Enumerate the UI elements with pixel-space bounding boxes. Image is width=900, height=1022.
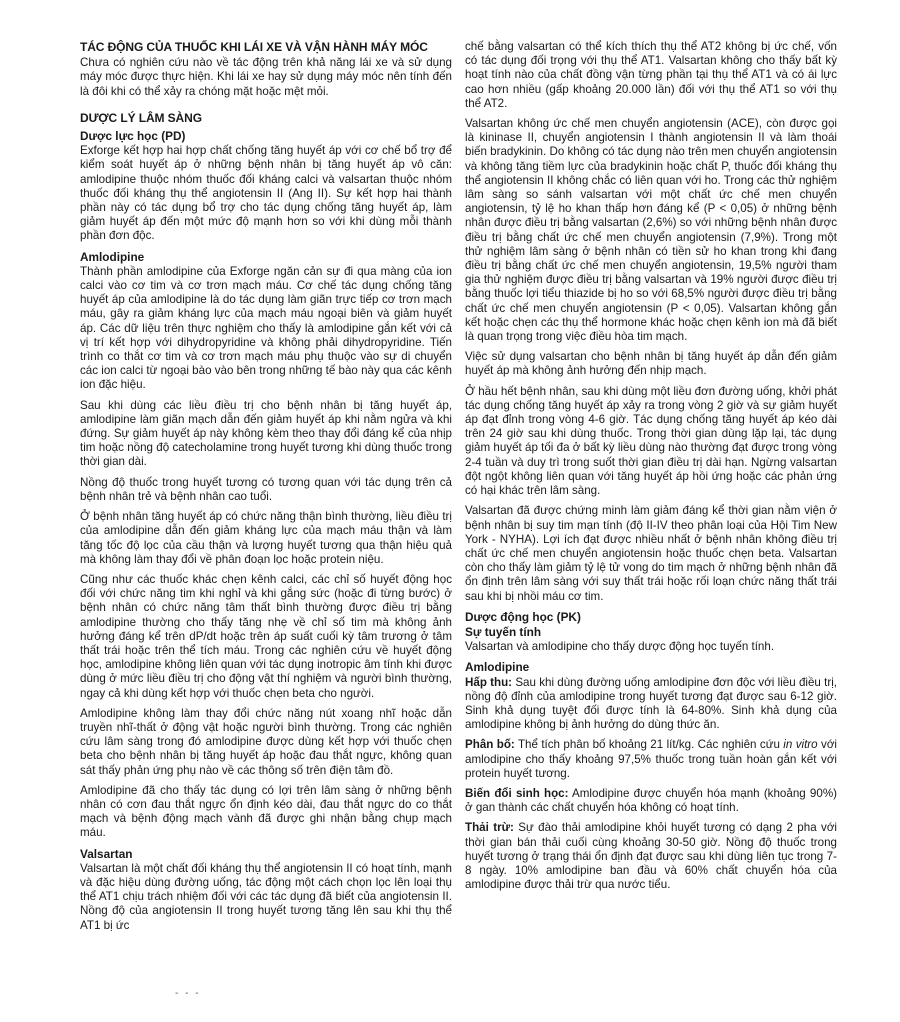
heading-amlodipine-pk: Amlodipine [465,660,530,675]
paragraph-amlodipine-1: Thành phần amlodipine của Exforge ngăn cản sự đi qua màng của ion calci vào cơ tim và cơ trơn mạch máu. Cơ chế tác dụng chống tăng huyết áp của amlodipine là do tác dụng làm giãn trực tiếp cơ trơn mạch máu, gây ra giảm kháng lực của mạch máu ngoại biên và giảm huyết áp. Các dữ liệu trên thực nghiệm cho thấy là amlodipine gắn kết với cả vị trí kết hợp với dihydropyridine và không phải dihydropyridine. Tiến trình co thắt cơ tim và cơ trơn mạch máu phụ thuộc vào sự di chuyển các ion calci từ ngoại bào vào bên trong những tế bào này qua các kênh ion đặc hiệu. [80,264,452,392]
heading-driving: TÁC ĐỘNG CỦA THUỐC KHI LÁI XE VÀ VẬN HÀNH MÁY MÓC [80,40,428,54]
text-distribution-2: với amlodipine cho thấy khoảng 97,5% thuốc trong tuần hoàn gắn kết với protein huyết tương. [465,738,837,780]
paragraph-valsartan-3: Valsartan không ức chế men chuyển angiotensin (ACE), còn được gọi là kininase II, chuyển angiotensin I thành angiotensin II và làm thoái biến bradykinin. Do không có tác dụng nào trên men chuyển angiotensin và không tăng tiềm lực của bradykinin hoặc chất P, thuốc đối kháng thụ thể angiotensin II không chắc có liên quan với ho. Trong các thử nghiệm lâm sàng so sánh valsartan với một chất ức chế men chuyển angiotensin, tỷ lệ ho khan thấp hơn đáng kể (P < 0,05) ở những bệnh nhân được điều trị bằng valsartan (2,6%) so với những bệnh nhân được điều trị bằng chất ức chế men chuyển angiotensin (7,9%). Trong một thử nghiệm lâm sàng ở bệnh nhân có tiền sử ho khan trong khi đang điều trị bằng chất ức chế men chuyển angiotensin, 19,5% người tham gia thử nghiệm được điều trị bằng valsartan và 19% người được điều trị bằng thuốc lợi tiểu thiazide bị ho so với 68,5% người được điều trị bằng chất ức chế men chuyển angiotensin (P < 0,05). Valsartan không gắn kết hoặc chẹn các thụ thể hormone khác hoặc chẹn kênh ion mà đã biết là quan trọng trong việc điều hòa tim mạch. [465,117,837,344]
paragraph-driving: Chưa có nghiên cứu nào về tác động trên khả năng lái xe và sử dụng máy móc được thực hiện. Khi lái xe hay sử dụng máy móc nên tính đến là đôi khi có thể xảy ra chóng mặt hoặc mệt mỏi. [80,56,452,98]
text-distribution-1: Thể tích phân bố khoảng 21 lít/kg. Các nghiên cứu [514,738,784,752]
label-elimination: Thải trừ: [465,821,514,835]
heading-pharmacodynamics: Dược lực học (PD) [80,129,186,144]
paragraph-amlodipine-3: Nồng độ thuốc trong huyết tương có tương quan với tác dụng trên cả bệnh nhân trẻ và bệnh nhân cao tuổi. [80,475,452,503]
paragraph-amlodipine-7: Amlodipine đã cho thấy tác dụng có lợi trên lâm sàng ở những bệnh nhân có cơn đau thắt ngực ổn định kéo dài, đau thắt ngực do co thắt mạch và bệnh động mạch vành đã được ghi nhận bằng chụp mạch máu. [80,783,452,840]
paragraph-distribution [465,738,837,781]
right-column [465,40,837,898]
paragraph-amlodipine-5: Cũng như các thuốc khác chẹn kênh calci, các chỉ số huyết động học đối với chức năng tim khi nghỉ và khi gắng sức (hoặc đi từng bước) ở bệnh nhân có chức năng tâm thất bình thường được điều trị bằng amlodipine thường cho thấy tăng nhẹ về chỉ số tim mà không ảnh hưởng đáng kể trên dP/dt hoặc trên áp suất cuối kỳ tâm trương ở tâm thất trái hoặc trên thể tích máu. Trong các nghiên cứu về huyết động học, amlodipine không liên quan với tác dụng inotropic âm tính khi được dùng ở mức liều điều trị cho động vật thí nghiệm và người bình thường, ngay cả khi dùng kết hợp với thuốc chẹn beta cho người. [80,572,452,700]
paragraph-linearity: Valsartan và amlodipine cho thấy dược động học tuyến tính. [465,640,775,654]
heading-amlodipine: Amlodipine [80,249,145,264]
text-in-vitro: in vitro [783,738,818,752]
label-distribution: Phân bố: [465,738,515,752]
left-column [80,40,452,939]
heading-clinical-pharmacology: DƯỢC LÝ LÂM SÀNG [80,110,202,125]
heading-pharmacokinetics: Dược động học (PK) [465,609,581,624]
paragraph-valsartan-4: Việc sử dụng valsartan cho bệnh nhân bị tăng huyết áp dẫn đến giảm huyết áp mà không ảnh hưởng đến nhịp mạch. [465,350,837,378]
text-elimination: Sự đào thải amlodipine khỏi huyết tương có dạng 2 pha với thời gian bán thải cuối cùng khoảng 30-50 giờ. Nồng độ thuốc trong huyết tương ở trạng thái ổn định đạt được sau khi dùng liên tục trong 7-8 ngày. 10% amlodipine ban đầu và 60% chất chuyển hóa của amlodipine được thải trừ qua nước tiểu. [465,821,838,892]
label-absorption: Hấp thu: [465,675,513,689]
paragraph-valsartan-1: Valsartan là một chất đối kháng thụ thể angiotensin II có hoạt tính, mạnh và đặc hiệu dùng đường uống, tác động một cách chọn lọc lên loại thụ thể AT1 chịu trách nhiệm đối với các tác dụng đã biết của angiotensin II. Nồng độ của angiotensin II trong huyết tương tăng lên sau khi thụ thể AT1 bị ức [80,861,452,932]
paragraph-valsartan-6: Valsartan đã được chứng minh làm giảm đáng kể thời gian nằm viện ở bệnh nhân bị suy tim mạn tính (độ II-IV theo phân loại của Hội Tim New York - NYHA). Lợi ích đạt được nhiều nhất ở bệnh nhân không điều trị chất ức chế men chuyển angiotensin hoặc thuốc chẹn beta. Valsartan còn cho thấy làm giảm tỷ lệ tử vong do tim mạch ở những bệnh nhân đã ổn định trên lâm sàng với suy thất trái hoặc rối loạn chức năng thất trái sau khi bị nhồi máu cơ tim. [465,504,837,603]
heading-linearity: Sự tuyến tính [465,624,542,639]
paragraph-pd: Exforge kết hợp hai hợp chất chống tăng huyết áp với cơ chế bổ trợ để kiểm soát huyết áp ở những bệnh nhân bị tăng huyết áp vô căn: amlodipine thuộc nhóm thuốc đối kháng calci và valsartan thuộc nhóm thuốc đối kháng thụ thể angiotensin II (Ang II). Sự kết hợp hai thành phần này có tác dụng bổ trợ cho tác dụng chống tăng huyết áp, làm giảm huyết áp đến một mức độ mạnh hơn so với khi dùng mỗi thành phần đơn độc. [80,144,452,243]
paragraph-absorption [465,676,837,733]
paragraph-amlodipine-4: Ở bệnh nhân tăng huyết áp có chức năng thận bình thường, liều điều trị của amlodipine dẫn đến giảm kháng lực của mạch máu thận và làm tăng tốc độ lọc của cầu thận và lượng huyết tương qua thận hiệu quả mà không làm thay đổi về phân đoạn lọc hoặc protein niệu. [80,510,452,566]
paragraph-amlodipine-6: Amlodipine không làm thay đổi chức năng nút xoang nhĩ hoặc dẫn truyền nhĩ-thất ở động vật hoặc người bình thường. Trong các nghiên cứu lâm sàng trong đó amlodipine được dùng kết hợp với thuốc chẹn beta cho bệnh nhân bị tăng huyết áp hoặc đau thắt ngực, không quan sát thấy phản ứng phụ nào về các thông số trên điện tâm đồ. [80,706,452,777]
text-biotransformation: Amlodipine được chuyển hóa mạnh (khoảng 90%) ở gan thành các chất chuyển hóa không có hoạt tính. [465,786,837,815]
paragraph-valsartan-5: Ở hầu hết bệnh nhân, sau khi dùng một liều đơn đường uống, khởi phát tác dụng chống tăng huyết áp xảy ra trong vòng 2 giờ và sự giảm huyết áp đạt đỉnh trong vòng 4-6 giờ. Tác dụng chống tăng huyết áp kéo dài trên 24 giờ sau khi dùng thuốc. Trong thời gian dùng lặp lại, tác dụng giảm huyết áp tối đa ở bất kỳ liều dùng nào thường đạt được trong vòng 2-4 tuần và duy trì trong suốt thời gian điều trị dài hạn. Ngừng valsartan đột ngột không liên quan với tăng huyết áp hồi ứng hoặc các phản ứng có hại khác trên lâm sàng. [465,384,837,498]
paragraph-amlodipine-2: Sau khi dùng các liều điều trị cho bệnh nhân bị tăng huyết áp, amlodipine làm giãn mạch dẫn đến giảm huyết áp khi nằm ngửa và khi đứng. Sự giảm huyết áp này không kèm theo thay đổi đáng kể của nhịp tim hoặc nồng độ catecholamine trong huyết tương khi dùng thuốc trong thời gian dài. [80,398,452,469]
label-biotransformation: Biến đổi sinh học: [465,786,569,800]
paragraph-biotransformation [465,787,837,815]
text-absorption: Sau khi dùng đường uống amlodipine đơn độc với liều điều trị, nồng độ đỉnh của amlodipine trong huyết tương đạt được sau 6-12 giờ. Sinh khả dụng tuyệt đối được tính là 64-80%. Sinh khả dụng của amlodipine không bị ảnh hưởng do dùng thức ăn. [465,675,838,732]
paragraph-elimination [465,821,837,892]
heading-valsartan: Valsartan [80,846,133,861]
footer-mark: - - - [175,988,201,999]
paragraph-valsartan-2: chế bằng valsartan có thể kích thích thụ thể AT2 không bị ức chế, vốn có tác dụng đối trọng với thụ thể AT1. Valsartan không cho thấy bất kỳ hoạt tính nào của chất đồng vận từng phần tại thụ thể AT1 và có ái lực cao hơn nhiều (gấp khoảng 20.000 lần) đối với thụ thể AT1 so với thụ thể AT2. [465,40,837,110]
